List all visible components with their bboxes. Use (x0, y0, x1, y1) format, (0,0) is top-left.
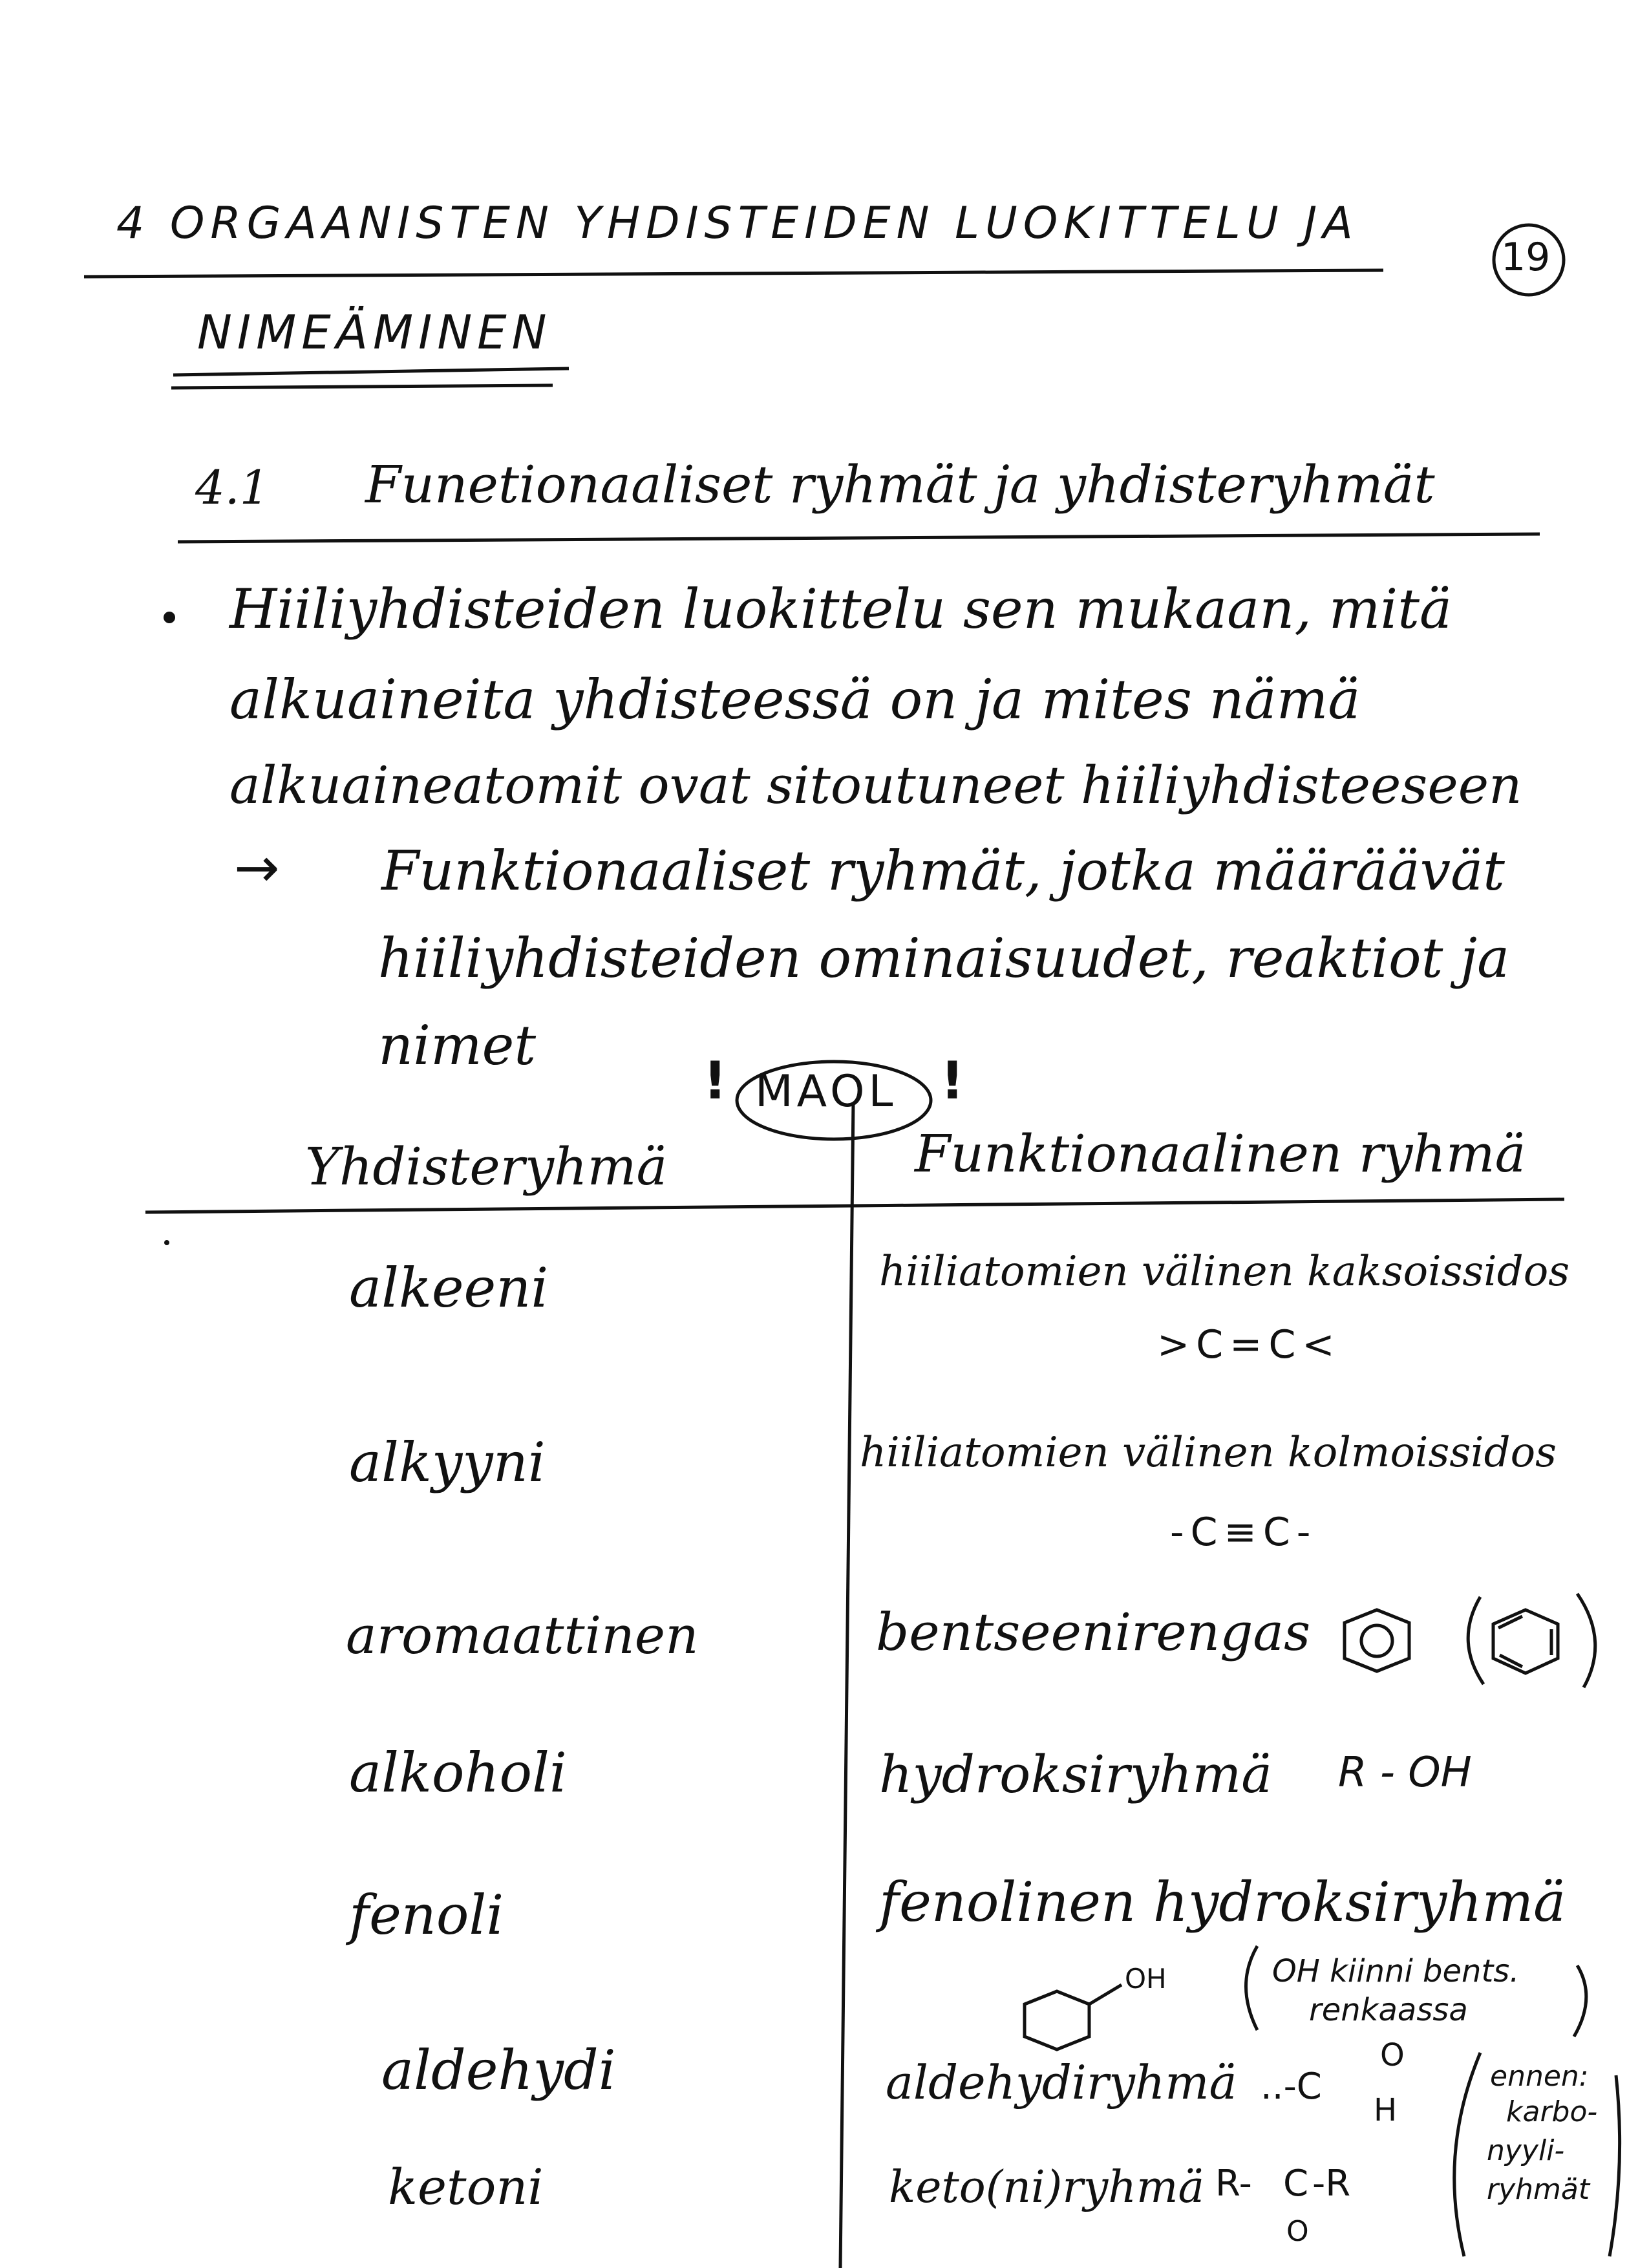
title-underline-1 (84, 270, 1383, 277)
row-ketoni-desc: keto(ni)ryhmä (889, 2162, 1205, 2213)
row-alkeeni-formula: >C=C< (1157, 1322, 1341, 1367)
side-note-line3: nyyli- (1487, 2134, 1565, 2167)
row-aldehydi-group: aldehydi (381, 2038, 616, 2102)
chapter-title-line2: NIMEÄMINEN (197, 305, 552, 359)
row-aldehydi-formula-a: ..-C (1261, 2066, 1322, 2108)
table-header-right: Funktionaalinen ryhmä (915, 1124, 1526, 1184)
arrow-text-line1: Funktionaaliset ryhmät, jotka määräävät (381, 839, 1505, 903)
row-aldehydi-formula-c: H (1374, 2092, 1398, 2128)
row-alkoholi-group: alkoholi (349, 1741, 567, 1804)
row-alkyyni-desc: hiiliatomien välinen kolmoissidos (860, 1429, 1557, 1477)
bullet-text-line1: Hiiliyhdisteiden luokittelu sen mukaan, mitä (229, 577, 1452, 641)
row-aldehydi-formula-b: O (1380, 2037, 1405, 2073)
section-number: 4.1 (195, 460, 270, 515)
title-underline-2b (171, 385, 553, 388)
table-divider (840, 1102, 853, 2268)
row-alkoholi-formula: R - OH (1338, 1749, 1472, 1797)
row-alkeeni-desc: hiiliatomien välinen kaksoissidos (879, 1248, 1570, 1296)
maol-note: MAOL (755, 1066, 897, 1117)
row-alkyyni-group: alkyyni (349, 1431, 546, 1494)
bullet-text-line2: alkuaineita yhdisteessä on ja mites nämä (229, 668, 1361, 731)
row-alkeeni-group: alkeeni (349, 1256, 549, 1320)
kekule-benzene-drawing (1468, 1594, 1595, 1687)
bullet-text-line3: alkuaineatomit ovat sitoutuneet hiiliyhdisteeseen (229, 755, 1522, 815)
phenol-note-paren-left (1246, 1946, 1258, 2030)
arrow-text-line3: nimet (378, 1014, 537, 1077)
row-fenoli-group: fenoli (349, 1883, 504, 1947)
side-note-paren-left (1454, 2053, 1480, 2256)
table-header-left: Yhdisteryhmä (305, 1137, 668, 1197)
row-ketoni-formula-a: R- (1215, 2163, 1252, 2205)
phenol-ring-drawing (1025, 1985, 1122, 2049)
row-ketoni-formula-c: -R (1312, 2163, 1351, 2205)
section-underline (178, 534, 1540, 542)
row-ketoni-formula-d: O (1286, 2215, 1309, 2248)
side-note-line1: ennen: (1490, 2060, 1589, 2093)
title-underline-2a (173, 369, 569, 375)
chapter-title-line1: 4 ORGAANISTEN YHDISTEIDEN LUOKITTELU JA (116, 198, 1359, 249)
row-aromaattinen-group: aromaattinen (346, 1605, 699, 1665)
row-ketoni-formula-b: C (1283, 2163, 1309, 2205)
side-note-line2: karbo- (1506, 2095, 1598, 2128)
benzene-ring-drawing (1345, 1610, 1409, 1671)
bullet-dot (164, 612, 175, 623)
row-aromaattinen-desc: bentseenirengas (876, 1602, 1311, 1662)
row-fenoli-desc: fenolinen hydroksiryhmä (879, 1870, 1566, 1934)
row-fenoli-note-line2: renkaassa (1309, 1992, 1468, 2028)
arrow-icon: → (234, 836, 280, 899)
phenol-note-paren-right (1574, 1965, 1586, 2037)
page-number: 19 (1501, 235, 1551, 280)
row-alkoholi-desc: hydroksiryhmä (879, 1744, 1272, 1804)
section-title: Funetionaaliset ryhmät ja yhdisteryhmät (365, 455, 1435, 515)
maol-exclaim-left: ! (703, 1051, 727, 1111)
side-note-paren-right (1610, 2075, 1620, 2256)
side-note-line4: ryhmät (1487, 2173, 1590, 2206)
row-aldehydi-desc: aldehydiryhmä (886, 2055, 1237, 2110)
table-header-line (145, 1199, 1564, 1212)
row-alkyyni-formula: -C≡C- (1170, 1510, 1317, 1555)
row-fenoli-oh-label: OH (1125, 1963, 1167, 1995)
row-ketoni-group: ketoni (388, 2158, 544, 2216)
arrow-text-line2: hiiliyhdisteiden ominaisuudet, reaktiot ja (378, 926, 1510, 990)
row-fenoli-note-line1: OH kiinni bents. (1272, 1953, 1520, 1989)
stray-dot (164, 1240, 169, 1245)
maol-exclaim-right: ! (941, 1051, 964, 1111)
